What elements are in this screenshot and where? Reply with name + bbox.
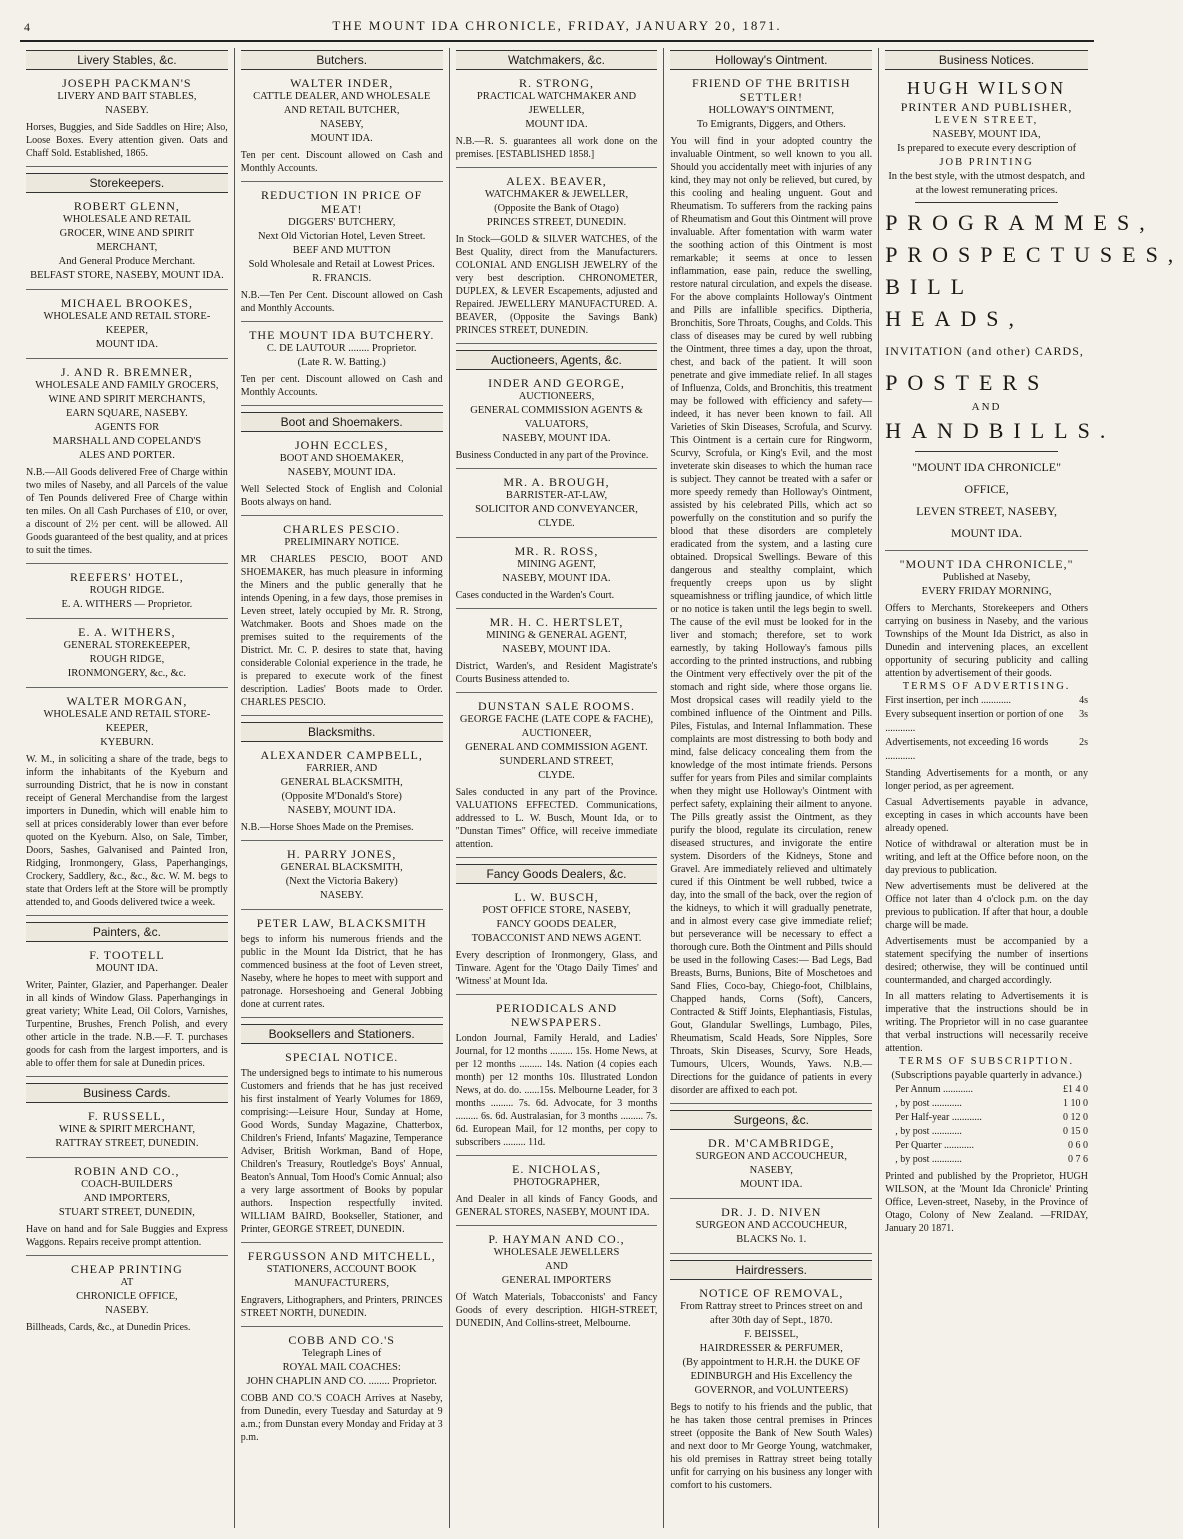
ad-line: To Emigrants, Diggers, and Others. [696,119,846,130]
publisher-town: NASEBY, MOUNT IDA, [932,129,1041,140]
printing-style: In the best style, with the utmost despatch, and at the lowest remunerating prices. [888,171,1085,196]
ad-line: NASEBY, [320,119,364,130]
ad-line: PHOTOGRAPHER, [513,1177,600,1188]
section-heading: Storekeepers. [26,173,228,193]
ad-line: MOUNT IDA. [525,119,588,130]
ad-line: AGENTS FOR [94,422,160,433]
printing-item: POSTERS [885,370,1050,395]
publisher-intro: Is prepared to execute every description of [897,143,1077,154]
advertisement [26,199,228,290]
subscription-label: , by post ............ [895,1154,962,1165]
printing-item: PROGRAMMES, [885,210,1155,235]
ad-title: DUNSTAN SALE ROOMS. [477,699,636,713]
subscription-label: Per Half-year ............ [895,1112,982,1123]
section-heading: Boot and Shoemakers. [241,412,443,432]
publisher-role: PRINTER AND PUBLISHER, [900,100,1073,114]
ad-line: Next Old Victorian Hotel, Leven Street. [257,231,426,242]
ad-line: WHOLESALE AND FAMILY GROCERS, [35,380,219,391]
advertisement [26,296,228,359]
ad-body: COBB AND CO.'S COACH Arrives at Naseby, from Dunedin, every Tuesday and Saturday at 9 a.m.; from Dunstan every Monday and Friday at 3 p.m. [240,1393,443,1443]
ad-line: IRONMONGERY, &c., &c. [67,668,187,679]
ad-line: MOUNT IDA. [95,963,159,974]
ad-line: HAIRDRESSER & PERFUMER, [699,1343,843,1354]
advertisement [26,625,228,688]
publisher-street: LEVEN STREET, [934,115,1039,126]
advertising-note: New advertisements must be delivered at the Office not later than 4 o'clock p.m. on the day previous to publication. If after that hour, a double charge will be made. [885,881,1088,931]
section-heading: Booksellers and Stationers. [241,1024,443,1044]
ad-line: GENERAL IMPORTERS [501,1275,612,1286]
ad-line: MOUNT IDA. [95,339,159,350]
ad-line: HOLLOWAY'S OINTMENT, [708,105,835,116]
ad-line: AND IMPORTERS, [83,1193,171,1204]
ad-line: BARRISTER-AT-LAW, [505,490,608,501]
advertisement [26,76,228,167]
section-heading: Holloway's Ointment. [670,50,872,70]
ad-line: STUART STREET, DUNEDIN, [58,1207,195,1218]
chronicle-ad [885,557,1088,1241]
ad-line: F. BEISSEL, [744,1329,799,1340]
ad-line: R. FRANCIS. [312,273,372,284]
ad-body: London Journal, Family Herald, and Ladies' Journal, for 12 months ......... 15s. Home News, at per 12 months ......... 14s. Nation (4 copies each month) per 12 months 10s. Illustrated London News, at do. do. ......15s. Melbourne Leader, for 3 months ......... 7s. 6d. Advocate, for 3 months ......... 6s. 6d. Australasian, for 3 months ......... 7s. 6d. European Mail, for 12 months, per copy to subscribers ......... 11d. [455,1033,658,1148]
ad-line: And General Produce Merchant. [58,256,196,267]
advertisement [241,438,443,516]
advertising-note: Casual Advertisements payable in advance, excepting in cases in which accounts have been already opened. [885,797,1088,834]
printing-item: AND [971,401,1002,413]
ad-title: P. HAYMAN AND CO., [488,1232,625,1246]
chronicle-body: Offers to Merchants, Storekeepers and Others carrying on business in Naseby, and the various Townships of the Mount Ida District, as also in Dunedin and intervening places, an excellent opportunity of securing publicity and calling attention by advertisement of their goods. [885,603,1088,679]
ad-body: N.B.—Ten Per Cent. Discount allowed on Cash and Monthly Accounts. [240,290,443,314]
ad-title: F. TOOTELL [89,948,165,962]
ad-body: Writer, Painter, Glazier, and Paperhanger. Dealer in all kinds of Window Glass. Paperhangings in great variety; White Lead, Oil Colors, Varnishes, Turpentine, Brushes, French Polish, and every other article in the trade. N.B.—F. T. purchases goods for cash from the largest importers, and is able to offer them for sale at Dunedin prices. [26,980,228,1069]
columns [20,48,1183,1528]
section-heading: Painters, &c. [26,922,228,942]
section-heading: Livery Stables, &c. [26,50,228,70]
ad-title: ROBIN AND CO., [74,1164,180,1178]
ad-line: E. A. WITHERS — Proprietor. [61,599,193,610]
section-heading: Auctioneers, Agents, &c. [456,350,658,370]
advertisement [241,1249,443,1327]
ad-body: The undersigned begs to intimate to his numerous Customers and friends that he has just received his first instalment of Yearly Volumes for 1869, comprising:—Leisure Hour, Sunday at Home, Good Words, Sunday Magazine, Chatterbox, Children's Friend, Infants' Magazine, Temperance Adviser, British Workman, Band of Hope, Children's Treasury, Routledge's Boys' Annual, Beaton's Annual, Tom Hood's Comic Annual; also a very large assortment of Books by popular authors. Inspection respectfully invited. WILLIAM BAIRD, Bookseller, Stationer, and Printer, GEORGE STREET, DUNEDIN. [240,1068,443,1235]
ad-line: WHOLESALE AND RETAIL STORE- [43,709,211,720]
advertisement [241,76,443,182]
ad-line: AUCTIONEERS, [518,391,595,402]
ad-body: Of Watch Materials, Tobacconists' and Fancy Goods of every description. HIGH-STREET, DUNEDIN, And Collins-street, Melbourne. [455,1292,658,1329]
ad-title: ROBERT GLENN, [73,199,180,213]
ad-title: WALTER MORGAN, [66,694,188,708]
section-heading: Hairdressers. [670,1260,872,1280]
advertisement [241,328,443,406]
advertisement [26,1262,228,1340]
section-heading: Watchmakers, &c. [456,50,658,70]
ad-line: SURGEON AND ACCOUCHEUR, [695,1151,847,1162]
ad-body: Every description of Ironmongery, Glass, and Tinware. Agent for the 'Otago Daily Times' and 'Witness' at Mount Ida. [455,950,658,987]
rate-row [885,694,1088,708]
ad-line: ALES AND PORTER. [78,450,175,461]
advertisement [456,699,658,858]
ad-line: KEEPER, [105,723,149,734]
ad-title: WALTER INDER, [290,76,394,90]
ad-line: WINE & SPIRIT MERCHANT, [58,1124,195,1135]
column-2 [235,48,450,1528]
ad-line: PRACTICAL WATCHMAKER AND JEWELLER, [476,91,637,116]
ad-line: GENERAL BLACKSMITH, [280,862,403,873]
ad-title: SPECIAL NOTICE. [285,1050,399,1064]
ad-title: INDER AND GEORGE, [488,376,625,390]
column-3 [450,48,665,1528]
ad-body: N.B.—All Goods delivered Free of Charge within two miles of Naseby, and all Parcels of the value of Ten Pounds delivered Free of Charge within ten miles. On all Cash Purchases of £10, or over, a discount of 2½ per cent. will be allowed. All Goods guaranteed of the best quality, and at prices to suit the times. [26,467,228,556]
ad-body: Engravers, Lithographers, and Printers, PRINCES STREET NORTH, DUNEDIN. [240,1295,443,1319]
ad-line: NASEBY, MOUNT IDA. [287,467,396,478]
ad-line: ROUGH RIDGE, [89,654,165,665]
ad-body: MR CHARLES PESCIO, BOOT AND SHOEMAKER, has much pleasure in informing the Miners and the public generally that he intends Opening, in a few days, those premises in Leven street, lately occupied by Mr. R. Strong, Watchmaker. Boots and Shoes made on the premises suited to the requirements of the District. Mr. C. P. desires to state that, having considerable Colonial experience in the trade, he is prepared to execute work of the finest description. Ladies' Boots made to Order. CHARLES PESCIO. [240,554,443,708]
printing-item: INVITATION (and other) CARDS, [885,344,1084,358]
ad-line: WHOLESALE AND RETAIL [62,214,191,225]
rate-row [885,736,1088,764]
subscription-note: (Subscriptions payable quarterly in advance.) [891,1070,1082,1081]
advertisement [670,1205,872,1254]
ad-line: NASEBY, MOUNT IDA. [502,433,611,444]
ad-body: And Dealer in all kinds of Fancy Goods, and GENERAL STORES, NASEBY, MOUNT IDA. [455,1194,658,1218]
ad-title: REDUCTION IN PRICE OF MEAT! [261,188,423,216]
chronicle-title: "MOUNT IDA CHRONICLE," [899,557,1074,571]
advertisement [456,1001,658,1156]
ad-body: Horses, Buggies, and Side Saddles on Hire; Also, Loose Boxes. Every attention given. Oats and Chaff Sold. Established, 1865. [26,122,228,159]
ad-body: Well Selected Stock of English and Colonial Boots always on hand. [240,484,443,508]
ad-line: AT [120,1277,134,1288]
ad-line: From Rattray street to Princes street on and after 30th day of Sept., 1870. [680,1301,863,1326]
advertisement [456,76,658,168]
section-heading: Fancy Goods Dealers, &c. [456,864,658,884]
rate-price: 3s [1079,709,1088,720]
divider [915,202,1058,203]
ad-title: R. STRONG, [518,76,594,90]
ad-title: H. PARRY JONES, [286,847,397,861]
ad-line: JOHN CHAPLIN AND CO. ........ Proprietor. [246,1376,437,1387]
ad-body: N.B.—Horse Shoes Made on the Premises. [240,822,414,833]
ad-title: FRIEND OF THE BRITISH SETTLER! [692,76,851,104]
advertisement [26,694,228,916]
advertising-note: In all matters relating to Advertisements it is imperative that the instructions should be in writing. The Proprietor will in no case guarantee that verbal instructions will necessarily receive attention. [885,991,1088,1054]
subscription-row [895,1153,1088,1167]
ad-line: BELFAST STORE, NASEBY, MOUNT IDA. [30,270,224,281]
office-line: LEVEN STREET, NASEBY, [916,504,1058,518]
ad-line: WATCHMAKER & JEWELLER, [484,189,629,200]
imprint: Printed and published by the Proprietor, HUGH WILSON, at the 'Mount Ida Chronicle' Printing Office, Leven-street, Naseby, in the Province of Otago, Colony of New Zealand. —FRIDAY, January 20 1871. [885,1171,1088,1234]
ad-line: SUNDERLAND STREET, [499,756,614,767]
subscription-row [895,1111,1088,1125]
ad-line: FANCY GOODS DEALER, [496,919,617,930]
ad-line: WHOLESALE JEWELLERS [493,1247,620,1258]
advertisement [241,522,443,716]
column-1 [20,48,235,1528]
advertisement [670,76,872,1104]
rate-label: Advertisements, not exceeding 16 words ............ [885,737,1049,762]
ad-line: AUCTIONEER, [521,728,592,739]
ad-line: WINE AND SPIRIT MERCHANTS, [48,394,206,405]
advertisement [456,376,658,469]
subscription-row [895,1139,1088,1153]
ad-line: WHOLESALE AND RETAIL STORE- [43,311,211,322]
advertisement [26,570,228,619]
ad-line: SURGEON AND ACCOUCHEUR, [695,1220,847,1231]
publisher-name: HUGH WILSON [907,78,1067,98]
ad-title: ALEX. BEAVER, [506,174,607,188]
rate-price: 2s [1079,737,1088,748]
ad-line: C. DE LAUTOUR ........ Proprietor. [266,343,417,354]
ad-line: COACH-BUILDERS [81,1179,173,1190]
rate-label: First insertion, per inch ............ [885,695,1012,706]
ad-title: CHARLES PESCIO. [283,522,401,536]
ad-title: J. AND R. BREMNER, [60,365,193,379]
ad-title: MR. H. C. HERTSLET, [489,615,624,629]
ad-title: THE MOUNT IDA BUTCHERY. [249,328,435,342]
rate-label: Every subsequent insertion or portion of one ............ [885,709,1064,734]
ad-line: POST OFFICE STORE, NASEBY, [482,905,631,916]
ad-body: Have on hand and for Sale Buggies and Express Waggons. Repairs receive prompt attention. [26,1224,228,1248]
ad-body: Sales conducted in any part of the Province. VALUATIONS EFFECTED. Communications, addressed to L. W. Busch, Mount Ida, or to "Dunstan Times" Office, will receive immediate attention. [455,787,658,850]
ad-line: CHRONICLE OFFICE, [76,1291,178,1302]
printing-item: PROSPECTUSES, [885,242,1183,267]
advertisement [241,188,443,322]
ad-line: (Late R. W. Batting.) [297,357,386,368]
ad-title: L. W. BUSCH, [514,890,599,904]
rate-price: 4s [1079,695,1088,706]
ad-line: (By appointment to H.R.H. the DUKE OF EDINBURGH and His Excellency the GOVERNOR, and VOLUNTEERS) [682,1357,861,1396]
ad-line: GEORGE FACHE (LATE COPE & FACHE), [459,714,654,725]
ad-title: DR. M'CAMBRIDGE, [708,1136,835,1150]
business-notices-heading: Business Notices. [885,50,1088,70]
advertisement [241,916,443,1018]
ad-title: E. A. WITHERS, [78,625,176,639]
page-number: 4 [24,20,30,34]
ad-line: CLYDE. [538,518,575,529]
ad-body: In Stock—GOLD & SILVER WATCHES, of the Best Quality, direct from the Manufacturers. COLONIAL AND ENGLISH JEWELRY of the very best description. CHRONOMETER, DUPLEX, & LEVER Escapements, adjusted and Repaired. JEWELLERY MANUFACTURED. A. BEAVER, (Opposite the Savings Bank) PRINCES STREET, DUNEDIN. [455,234,658,336]
masthead [20,14,1094,42]
ad-line: NASEBY, MOUNT IDA. [287,805,396,816]
ad-line: EARN SQUARE, NASEBY. [66,408,188,419]
ad-line: (Opposite M'Donald's Store) [281,791,402,802]
ad-line: MOUNT IDA. [310,133,373,144]
subscription-label: , by post ............ [895,1126,962,1137]
subscription-price: 0 12 0 [1062,1112,1088,1123]
ad-line: BOOT AND SHOEMAKER, [279,453,404,464]
ad-title: NOTICE OF REMOVAL, [699,1286,844,1300]
advertising-rates [885,694,1088,764]
advertisement [670,1136,872,1199]
office-line: OFFICE, [964,482,1009,496]
advertisement [26,365,228,564]
ad-line: MARSHALL AND COPELAND'S [52,436,202,447]
subscription-label: Per Annum ............ [895,1084,973,1095]
ad-line: PRINCES STREET, DUNEDIN. [486,217,627,228]
ad-line: GENERAL AND COMMISSION AGENT. [465,742,648,753]
subscription-price: 0 15 0 [1062,1126,1088,1137]
advertising-notes [885,767,1088,1055]
ad-body: Billheads, Cards, &c., at Dunedin Prices. [26,1322,191,1333]
ad-title: MR. R. ROSS, [514,544,599,558]
advertisement [241,847,443,910]
office-line: "MOUNT IDA CHRONICLE" [912,460,1062,474]
ad-line: NASEBY, MOUNT IDA. [502,573,611,584]
hugh-wilson-ad [885,76,1183,551]
ad-line: MOUNT IDA. [740,1179,803,1190]
ad-line: ROUGH RIDGE. [89,585,165,596]
advertisement [26,948,228,1077]
advertisement [241,748,443,841]
advertisement [456,1232,658,1336]
advertisement [26,1109,228,1158]
advertisement [456,174,658,344]
advertisement [456,544,658,609]
section-heading: Business Cards. [26,1083,228,1103]
ad-line: KEEPER, [105,325,149,336]
section-heading: Blacksmiths. [241,722,443,742]
ad-line: GENERAL COMMISSION AGENTS & VALUATORS, [470,405,643,430]
ad-line: LIVERY AND BAIT STABLES, [57,91,197,102]
subscription-row [895,1125,1088,1139]
ad-line: BEEF AND MUTTON [292,245,391,256]
ad-line: GROCER, WINE AND SPIRIT [59,228,195,239]
ad-line: FARRIER, AND [306,763,378,774]
ad-title: MR. A. BROUGH, [503,475,610,489]
advertisement [456,1162,658,1226]
ad-title: E. NICHOLAS, [511,1162,601,1176]
ad-line: GENERAL STOREKEEPER, [63,640,191,651]
ad-line: NASEBY. [105,105,149,116]
ad-body: District, Warden's, and Resident Magistrate's Courts Business attended to. [455,661,658,685]
ad-line: AND [545,1261,568,1272]
job-printing: JOB PRINTING [939,157,1034,168]
advertisement [241,1050,443,1243]
ad-line: NASEBY, MOUNT IDA. [502,644,611,655]
ad-line: NASEBY. [105,1305,149,1316]
chronicle-office [885,456,1088,544]
ad-body: Cases conducted in the Warden's Court. [455,590,615,601]
ad-body: Ten per cent. Discount allowed on Cash and Monthly Accounts. [240,374,443,398]
printing-item: HANDBILLS. [885,418,1116,443]
column-4 [664,48,879,1528]
ad-line: Telegraph Lines of [302,1348,382,1359]
subscription-rates [885,1083,1088,1167]
ad-line: DIGGERS' BUTCHERY, [288,217,396,228]
ad-title: JOSEPH PACKMAN'S [62,76,192,90]
ad-line: MINING AGENT, [517,559,596,570]
ad-line: MINING & GENERAL AGENT, [486,630,627,641]
ad-body: Begs to notify to his friends and the public, that he has taken those central premises in Princes street (opposite the Bank of New South Wales) and next door to Mr George Young, watchmaker, his old premises in Rattray street being totally unfit for carrying on his business any longer with comfort to his customers. [670,1402,873,1491]
rate-row [885,708,1088,736]
ad-line: KYEBURN. [100,737,154,748]
subscription-label: , by post ............ [895,1098,962,1109]
subscription-price: 1 10 0 [1062,1098,1088,1109]
ad-body: begs to inform his numerous friends and the public in the Mount Ida District, that he has commenced business at the foot of Leven street, Naseby, where he hopes to meet with support and patronage. Horseshoeing and General Jobbing done at current rates. [240,934,443,1010]
advertisement [26,1164,228,1256]
advertising-note: Standing Advertisements for a month, or any longer period, as per agreement. [885,768,1088,792]
printing-item: BILL HEADS, [885,274,1025,331]
ad-title: F. RUSSELL, [88,1109,166,1123]
ad-line: NASEBY, [749,1165,793,1176]
subscription-label: Per Quarter ............ [895,1140,975,1151]
ad-line: Sold Wholesale and Retail at Lowest Prices. [248,259,435,270]
ad-body: Business Conducted in any part of the Province. [455,450,649,461]
ad-title: DR. J. D. NIVEN [721,1205,822,1219]
ad-line: ROYAL MAIL COACHES: [282,1362,401,1373]
ad-line: SOLICITOR AND CONVEYANCER, [475,504,638,515]
advertisement [670,1286,872,1498]
divider [915,451,1058,452]
subscription-price: 0 7 6 [1067,1154,1088,1165]
advertisement [456,890,658,995]
subscription-price: 0 6 0 [1067,1140,1088,1151]
ad-body: Ten per cent. Discount allowed on Cash and Monthly Accounts. [240,150,443,174]
chronicle-published: Published at Naseby, [942,572,1031,583]
ad-line: STATIONERS, ACCOUNT BOOK MANUFACTURERS, [266,1264,417,1289]
ad-line: CLYDE. [538,770,575,781]
ad-title: JOHN ECCLES, [295,438,389,452]
printing-items [885,207,1183,447]
ad-line: BLACKS No. 1. [736,1234,807,1245]
ad-body: You will find in your adopted country the invaluable Ointment, so well known to you all. Should you accidentally meet with injuries of any kind, they may not only be relieved, but cured, by this cooling and healing unguent. Gout and Rheumatism. To sufferers from the racking pains of Rheumatism and Gout this Ointment will prove invaluable. After fomentation with warm water the soothing action of this Ointment is most remarkable; it seems at once to lessen inflammation, ease pain, reduce the swelling, restore natural circulation, and expels the disease. For the above complaints Holloway's Ointment and Pills are infallible specifics. Diptheria, Bronchitis, Sore Throats, Coughs, and Colds. This class of diseases may be cured by well rubbing the Ointment, three times a day, upon the throat, chest, and back of the patient. It will soon penetrate and give immediate relief. In all stages of Influenza, Colds, and Bronchitis, this treatment may be followed with efficiency and safety—indeed, it has never been known to fail. All Varieties of Skin Diseases, Scrofula, and Scurvy. This Ointment is a certain cure for Ringworm, Scurvy, Scrofula, or King's Evil, and the most inveterate skin diseases to which the human race is subject. They cannot be treated with a safer or more speedy remedy than Holloway's Ointment, assisted by his celebrated Pills, which act so powerfully on the constitution and so purify the blood that these disorders are completely eradicated from the system, and a lasting cure obtained. Dropsical Swellings. Beware of this dangerous and stealthy complaint, which frequently creeps upon us by slight squeamishness or trifling jaundice, of which little or no notice is taken until the legs begin to swell. The cause of the evil must be looked for in the liver and stomach; therefore, set to work earnestly, by taking Holloway's famous pills according to the printed instructions, and rubbing the Ointment very effectively over the pit of the stomach and right side, where those organs lie. Most dropsical cases will readily yield to the combined influence of the Ointment and Pills. Piles, Fistulas, and Internal Inflammation. These complaints are most distressing to both body and mind, false delicacy concealing them from the knowledge of the most intimate friends. Persons suffer for years from Piles and similar complaints when they might use Holloway's Ointment with perfect safety, explaining their ailment to anyone. The Pills greatly assist the Ointment, as they purify the blood, regulate its circulation, renew diseased structures, and invigorate the entire system. Disorders of the Kidneys, Stone and Gravel. Are immediately relieved and ultimately cured if this Ointment be well rubbed, twice a day, into the small of the back, over the region of the kidneys, to which it will gradually penetrate, and in almost every case give immediate relief; but perseverance will be necessary to effect a thorough cure. Both the Ointment and Pills should be used in the following Cases:— Bad Legs, Bad Breasts, Burns, Bunions, Bite of Moschetoes and Sand Flies, Coco-bay, Chiego-foot, Chilblains, Chapped hands, Corns (Soft), Cancers, Contracted & Stiff Joints, Elephantiasis, Fistulas, Gout, Glandular Swellings, Lumbago, Piles, Rheumatism, Scald Heads, Sore Nipples, Sore Throats, Skin Diseases, Scurvy, Sore Heads, Tumours, Ulcers, Wounds, Yaws. N.B.—Directions for the guidance of patients in every disorder are affixed to each pot. [670,136,873,1096]
masthead-title: THE MOUNT IDA CHRONICLE, FRIDAY, JANUARY 20, 1871. [332,18,782,33]
ad-title: PERIODICALS AND NEWSPAPERS. [495,1001,618,1029]
ad-title: COBB AND CO.'S [288,1333,395,1347]
ad-body: N.B.—R. S. guarantees all work done on the premises. [ESTABLISHED 1858.] [455,136,658,160]
ad-line: MERCHANT, [96,242,158,253]
ad-line: RATTRAY STREET, DUNEDIN. [55,1138,199,1149]
ad-line: PRELIMINARY NOTICE. [284,537,399,548]
ad-line: GENERAL BLACKSMITH, [280,777,403,788]
ad-title: MICHAEL BROOKES, [60,296,194,310]
section-heading: Surgeons, &c. [670,1110,872,1130]
ad-body: W. M., in soliciting a share of the trade, begs to inform the inhabitants of the Kyeburn and surrounding District, that he is now in constant receipt of General Merchandise from the largest importers in Dunedin, which will enable him to sell at prices considerably lower than ever before quoted on the Kyeburn. Also, on Sale, Timber, Doors, Sashes, Galvanised and Painted Iron, Ridging, Ironmongery, Glass, Paperhangings, Crockery, Saddlery, &c., &c., &c. W. M. begs to state that Orders left at the Store will be promptly attended to, and Goods delivered twice a week. [26,754,228,908]
terms-subscription-heading: TERMS OF SUBSCRIPTION. [899,1056,1075,1067]
section-heading: Butchers. [241,50,443,70]
subscription-row [895,1083,1088,1097]
ad-title: CHEAP PRINTING [70,1262,183,1276]
chronicle-day: EVERY FRIDAY MORNING, [921,586,1052,597]
ad-line: CATTLE DEALER, AND WHOLESALE AND RETAIL BUTCHER, [253,91,431,116]
ad-title: REEFERS' HOTEL, [69,570,184,584]
ad-line: NASEBY. [320,890,364,901]
advertisement [456,475,658,538]
subscription-price: £1 4 0 [1062,1084,1088,1095]
advertisement [456,615,658,693]
advertisement [241,1333,443,1450]
office-line: MOUNT IDA. [951,526,1023,540]
terms-advertising-heading: TERMS OF ADVERTISING. [902,681,1071,692]
advertising-note: Advertisements must be accompanied by a statement specifying the number of insertions desired; otherwise, they will be continued until countermanded, and charged accordingly. [885,936,1088,986]
ad-title: FERGUSSON AND MITCHELL, [247,1249,436,1263]
ad-line: (Opposite the Bank of Otago) [494,203,619,214]
ad-title: PETER LAW, BLACKSMITH [256,916,427,930]
ad-line: TOBACCONIST AND NEWS AGENT. [471,933,642,944]
ad-line: (Next the Victoria Bakery) [285,876,398,887]
subscription-row [895,1097,1088,1111]
advertising-note: Notice of withdrawal or alteration must be in writing, and left at the Office before noon, on the day previous to publication. [885,839,1088,876]
column-business-notices [879,48,1183,1528]
ad-title: ALEXANDER CAMPBELL, [260,748,423,762]
